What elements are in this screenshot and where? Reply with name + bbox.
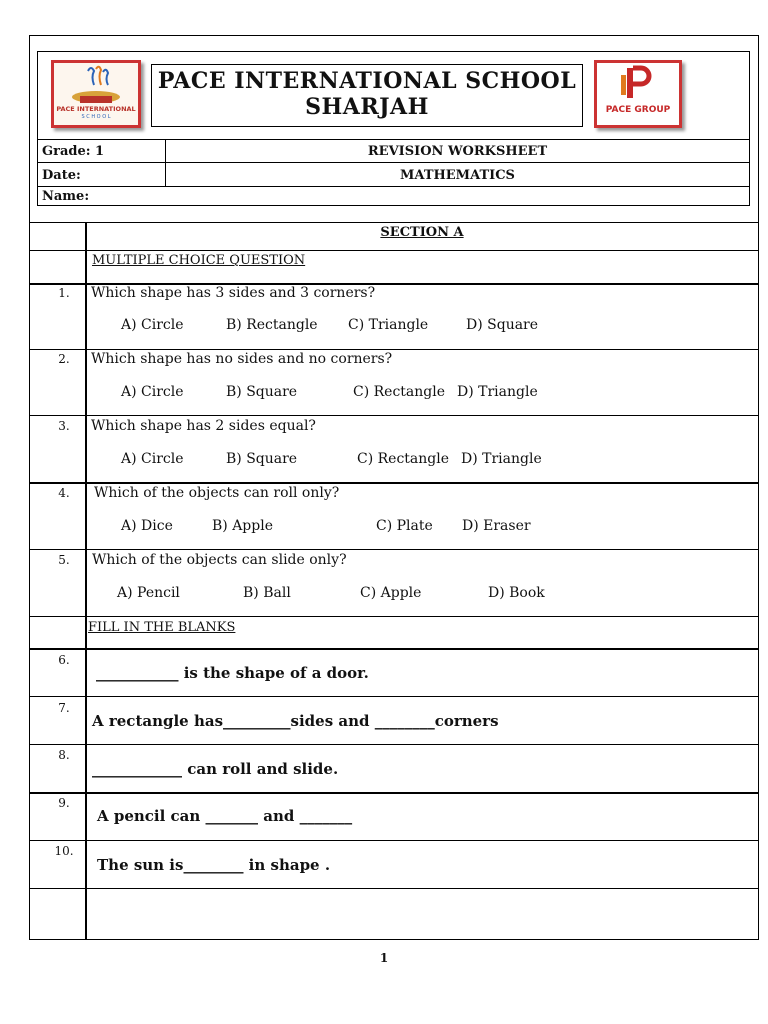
question-number: 2.	[58, 352, 70, 366]
question-text: Which of the objects can slide only?	[92, 552, 347, 568]
question-number: 7.	[58, 701, 70, 715]
school-city: SHARJAH	[305, 94, 429, 120]
row-divider	[29, 616, 759, 617]
blank-question: A rectangle has_________sides and ________corners	[92, 712, 499, 730]
header-divider	[165, 139, 166, 186]
row-divider	[29, 250, 759, 251]
option-d: D) Square	[466, 317, 539, 333]
option-d: D) Triangle	[457, 384, 538, 400]
option-b: B) Square	[226, 384, 298, 400]
question-number: 6.	[58, 653, 70, 667]
row-divider	[29, 744, 759, 745]
question-number: 8.	[58, 748, 70, 762]
name-row	[37, 186, 750, 205]
date-label: Date:	[42, 168, 81, 183]
name-label: Name:	[42, 189, 90, 204]
option-a: A) Circle	[121, 317, 184, 333]
row-divider	[29, 792, 759, 794]
row-divider	[29, 939, 759, 940]
option-d: D) Book	[488, 585, 545, 601]
number-column-divider	[85, 222, 87, 940]
option-a: A) Dice	[121, 518, 173, 534]
left-logo-subtext: S C H O O L	[81, 114, 111, 120]
pace-group-logo-icon	[597, 63, 679, 107]
question-text: Which shape has 3 sides and 3 corners?	[91, 285, 376, 301]
section-title: SECTION A	[380, 225, 464, 240]
option-c: C) Rectangle	[357, 451, 450, 467]
option-b: B) Apple	[212, 518, 273, 534]
option-a: A) Circle	[121, 451, 184, 467]
subject-label: MATHEMATICS	[400, 168, 515, 183]
school-title-box	[151, 64, 583, 127]
option-b: B) Ball	[243, 585, 291, 601]
mcq-heading: MULTIPLE CHOICE QUESTION	[92, 253, 306, 268]
row-divider	[29, 482, 759, 484]
question-number: 10.	[54, 844, 74, 858]
right-logo-text: PACE GROUP	[605, 105, 671, 115]
option-a: A) Pencil	[117, 585, 180, 601]
school-crest-logo	[51, 60, 141, 128]
option-d: D) Eraser	[462, 518, 531, 534]
grade-row	[37, 139, 750, 163]
row-divider	[29, 888, 759, 889]
option-a: A) Circle	[121, 384, 184, 400]
row-divider	[29, 696, 759, 697]
option-b: B) Square	[226, 451, 298, 467]
pace-group-logo	[594, 60, 682, 128]
question-number: 4.	[58, 486, 70, 500]
fill-blanks-heading: FILL IN THE BLANKS	[88, 620, 236, 635]
date-row	[37, 162, 750, 187]
option-c: C) Plate	[376, 518, 433, 534]
row-divider	[29, 415, 759, 416]
blank-question: ____________ can roll and slide.	[92, 760, 339, 778]
row-divider	[29, 648, 759, 650]
row-divider	[29, 349, 759, 350]
option-c: C) Triangle	[348, 317, 429, 333]
blank-question: ___________ is the shape of a door.	[96, 664, 369, 682]
row-divider	[29, 549, 759, 550]
question-number: 9.	[58, 796, 70, 810]
question-text: Which of the objects can roll only?	[94, 485, 340, 501]
option-b: B) Rectangle	[226, 317, 318, 333]
question-number: 1.	[58, 286, 70, 300]
left-logo-text: PACE INTERNATIONAL	[56, 105, 136, 113]
question-number: 5.	[58, 553, 70, 567]
blank-question: The sun is________ in shape .	[97, 856, 331, 874]
question-text: Which shape has no sides and no corners?	[91, 351, 393, 367]
worksheet-title: REVISION WORKSHEET	[367, 144, 548, 159]
blank-question: A pencil can _______ and _______	[97, 807, 353, 825]
option-c: C) Rectangle	[353, 384, 446, 400]
question-text: Which shape has 2 sides equal?	[91, 418, 316, 434]
question-number: 3.	[58, 419, 70, 433]
option-c: C) Apple	[360, 585, 422, 601]
option-d: D) Triangle	[461, 451, 542, 467]
school-name: PACE INTERNATIONAL SCHOOL	[157, 68, 577, 94]
grade-label: Grade: 1	[42, 144, 105, 159]
row-divider	[29, 840, 759, 841]
page-number: 1	[379, 951, 389, 965]
